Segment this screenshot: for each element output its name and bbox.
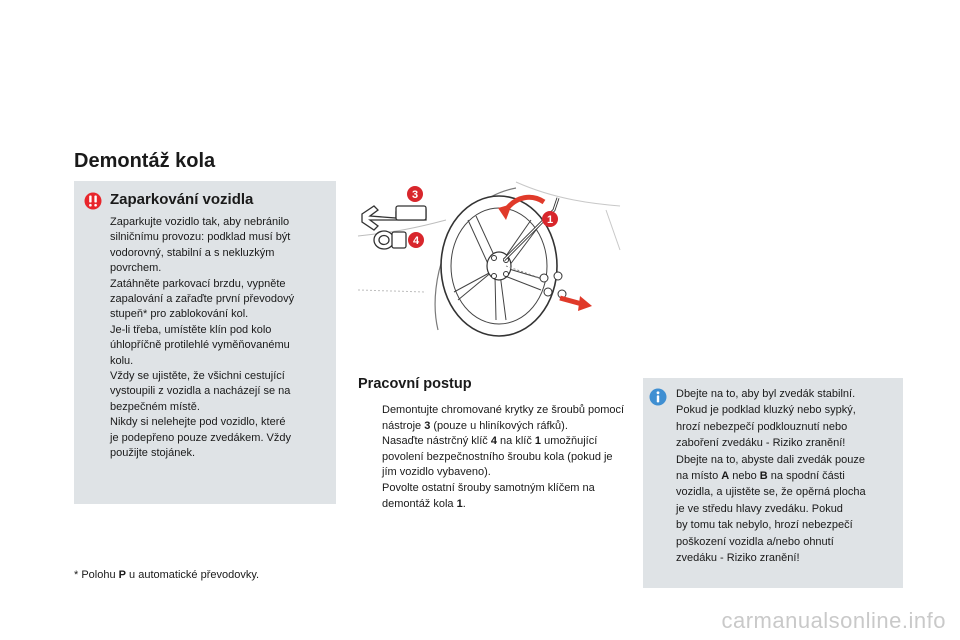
procedure-step: Povolte ostatní šrouby samotným klíčem na demontáž kola 1. — [382, 481, 595, 510]
watermark: carmanualsonline.info — [721, 608, 946, 633]
warning-exclamation-icon — [84, 192, 102, 210]
info-panel-text: Dbejte na to, aby byl zvedák stabilní. Pokud je podklad kluzký nebo sypký, hrozí nebezpečí podklouznutí nebo zaboření zvedáku - Riziko zranění! Dbejte na to, abyste dali zvedák pouze na místo A nebo B na spodní části vozidla, a ujistěte se, že opěrná plocha je ve středu hlavy zvedáku. Pokud by tomu tak nebylo, hrozí nebezpečí poškození vozidla a/nebo ohnutí zvedáku - Riziko zranění! — [676, 388, 866, 565]
procedure-title: Pracovní postup — [358, 376, 472, 392]
warning-panel-text: Zaparkujte vozidlo tak, aby nebránilo silničnímu provozu: podklad musí být vodorovný, stabilní a s nekluzkým povrchem. Zatáhněte parkovací brzdu, vypněte zapalování a zařaďte první převodový stupeň* pro zablokování kol. Je-li třeba, umístěte klín pod kolo úhlopříčně protilehlé vyměňovanému kolu. Vždy se ujistěte, že všichni cestující vystoupili z vozidla a nacházejí se na bezpečném místě. Nikdy si nelehejte pod vozidlo, které je podepřeno pouze zvedákem. Vždy použijte stojánek. — [110, 216, 295, 460]
warning-panel-title: Zaparkování vozidla — [110, 191, 254, 208]
warning-panel — [74, 181, 336, 504]
procedure-steps — [360, 403, 628, 512]
callout-4-label: 4 — [412, 235, 420, 247]
footnote: * Polohu P u automatické převodovky. — [74, 569, 260, 581]
procedure-step: Demontujte chromované krytky ze šroubů pomocí nástroje 3 (pouze u hliníkových ráfků). — [382, 404, 625, 432]
wheel-removal-illustration — [356, 180, 622, 340]
procedure-step: Nasaďte nástrčný klíč 4 na klíč 1 umožňující povolení bezpečnostního šroubu kola (pokud je jím vozidlo vybaveno). — [382, 435, 613, 479]
callout-1-label: 1 — [546, 214, 554, 226]
info-icon — [649, 388, 667, 406]
page-title: Demontáž kola — [74, 150, 216, 172]
info-panel — [643, 378, 903, 588]
callout-3-label: 3 — [411, 189, 419, 201]
